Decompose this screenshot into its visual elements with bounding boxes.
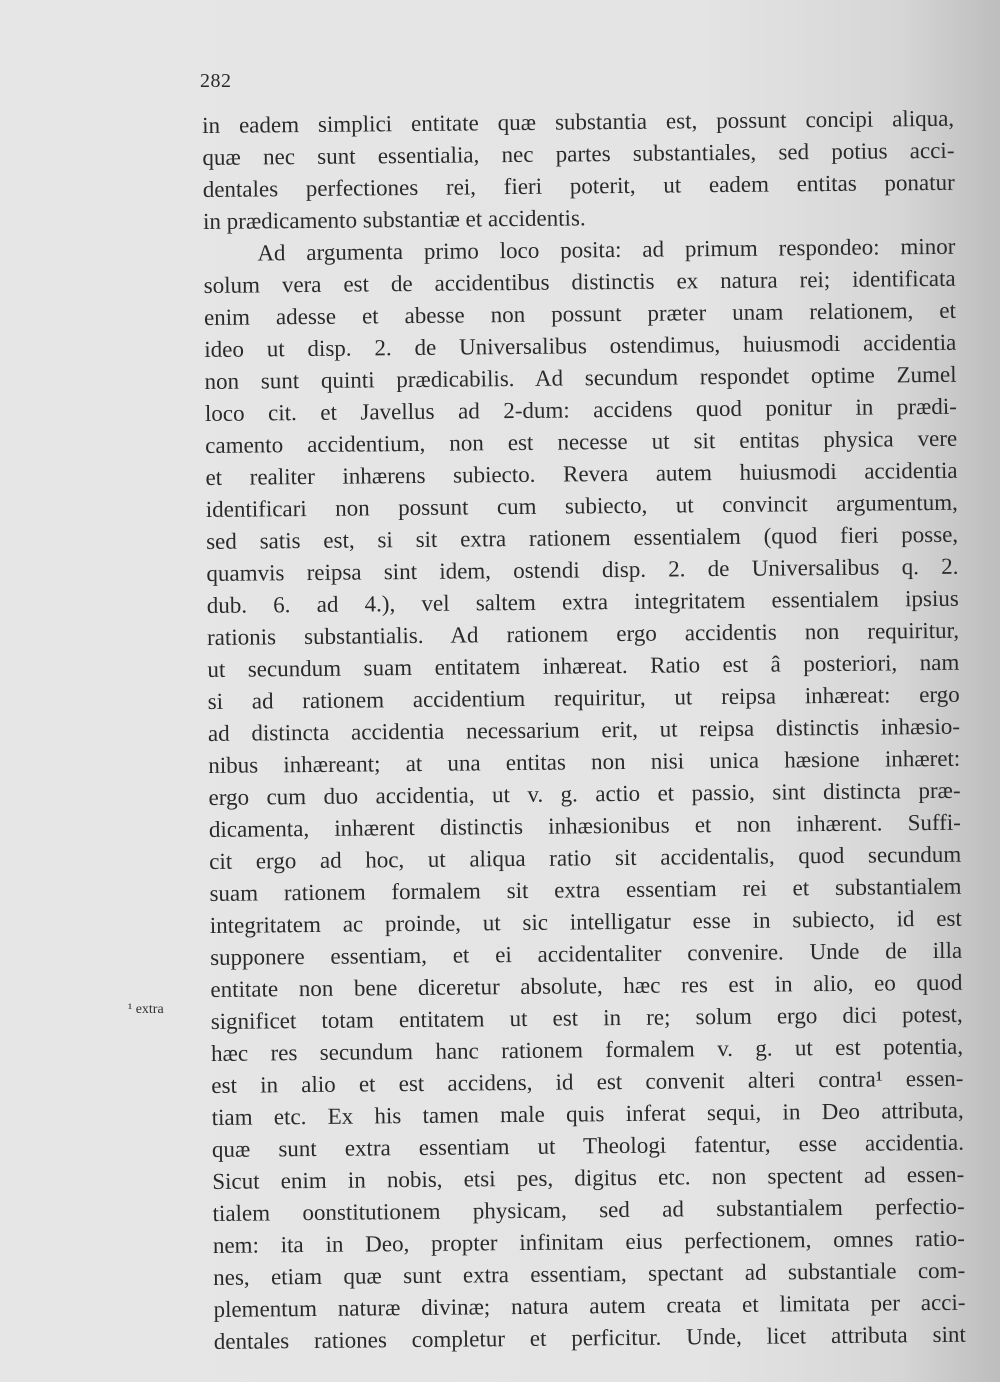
text-line: dentales perfectiones rei, fieri poterit, ut eadem entitas ponatur (202, 169, 955, 202)
text-line: integritatem ac proinde, ut sic intelligatur esse in subiecto, id est (209, 905, 962, 938)
text-line: sed satis est, si sit extra rationem essentialem (quod fieri posse, (206, 521, 959, 554)
text-line: identificari non possunt cum subiecto, ut convincit argumentum, (205, 489, 958, 522)
text-line: Ad argumenta primo loco posita: ad primum respondeo: minor (257, 233, 956, 266)
page-number: 282 (200, 70, 232, 92)
text-line: cit ergo ad hoc, ut aliqua ratio sit accidentalis, quod secundum (209, 841, 962, 874)
body-text (202, 103, 966, 1358)
text-line: enim adesse et abesse non possunt præter unam relationem, et (203, 297, 957, 330)
text-line: nes, etiam quæ sunt extra essentiam, spectant ad substantiale com- (213, 1257, 966, 1290)
text-line: Sicut enim in nobis, etsi pes, digitus etc. non spectent ad essen- (212, 1161, 965, 1194)
text-line: est in alio et est accidens, id est convenit alteri contra¹ essen- (211, 1065, 964, 1098)
text-line: ideo ut disp. 2. de Universalibus ostendimus, huiusmodi accidentia (204, 329, 957, 362)
text-line: quamvis reipsa sint idem, ostendi disp. 2. de Universalibus q. 2. (206, 553, 959, 586)
text-line: dub. 6. ad 4.), vel saltem extra integritatem essentialem ipsius (206, 585, 959, 618)
text-line: supponere essentiam, et ei accidentaliter convenire. Unde de illa (210, 937, 963, 970)
text-line: rationis substantialis. Ad rationem ergo accidentis non requiritur, (206, 617, 960, 650)
text-line: suam rationem formalem sit extra essentiam rei et substantialem (209, 873, 962, 906)
text-line: quæ nec sunt essentialia, nec partes substantiales, sed potius acci- (202, 137, 955, 170)
text-line: nem: ita in Deo, propter infinitam eius perfectionem, omnes ratio- (212, 1225, 965, 1258)
text-line: camento accidentium, non est necesse ut sit entitas physica vere (205, 425, 958, 458)
text-line: loco cit. et Javellus ad 2-dum: accidens quod ponitur in prædi- (204, 393, 957, 426)
text-line: hæc res secundum hanc rationem formalem v. g. ut est potentia, (210, 1033, 964, 1066)
text-line: tialem oonstitutionem physicam, sed ad substantialem perfectio- (212, 1193, 965, 1226)
text-line: ergo cum duo accidentia, ut v. g. actio et passio, sint distincta præ- (208, 777, 961, 810)
text-line: plementum naturæ divinæ; natura autem creata et limitata per acci- (213, 1289, 966, 1322)
text-line: ut secundum suam entitatem inhæreat. Ratio est â posteriori, nam (207, 649, 960, 682)
text-line: dicamenta, inhærent distinctis inhæsionibus et non inhærent. Suffi- (208, 809, 961, 842)
text-line: et realiter inhærens subiecto. Revera autem huiusmodi accidentia (205, 457, 958, 490)
text-line: nibus inhæreant; at una entitas non nisi unica hæsione inhæret: (208, 745, 961, 778)
text-line: entitate non bene diceretur absolute, hæc res est in alio, eo quod (210, 969, 963, 1002)
text-line: si ad rationem accidentium requiritur, ut reipsa inhæreat: ergo (207, 681, 960, 714)
text-line: tiam etc. Ex his tamen male quis inferat sequi, in Deo attributa, (211, 1097, 964, 1130)
text-line: solum vera est de accidentibus distinctis ex natura rei; identificata (203, 265, 956, 298)
text-line: dentales rationes completur et perficitur. Unde, licet attributa sint (213, 1321, 966, 1354)
text-line: ad distincta accidentia necessarium erit, ut reipsa distinctis inhæsio- (207, 713, 961, 746)
text-line: in prædicamento substantiæ et accidentis. (202, 205, 586, 234)
text-line: in eadem simplici entitate quæ substantia est, possunt concipi aliqua, (202, 105, 955, 138)
text-line: quæ sunt extra essentiam ut Theologi fatentur, esse accidentia. (211, 1129, 965, 1162)
footnote-margin-note: ¹ extra (128, 1002, 164, 1017)
text-line: non sunt quinti prædicabilis. Ad secundum respondet optime Zumel (204, 361, 957, 394)
text-line: significet totam entitatem ut est in re; solum ergo dici potest, (210, 1001, 963, 1034)
